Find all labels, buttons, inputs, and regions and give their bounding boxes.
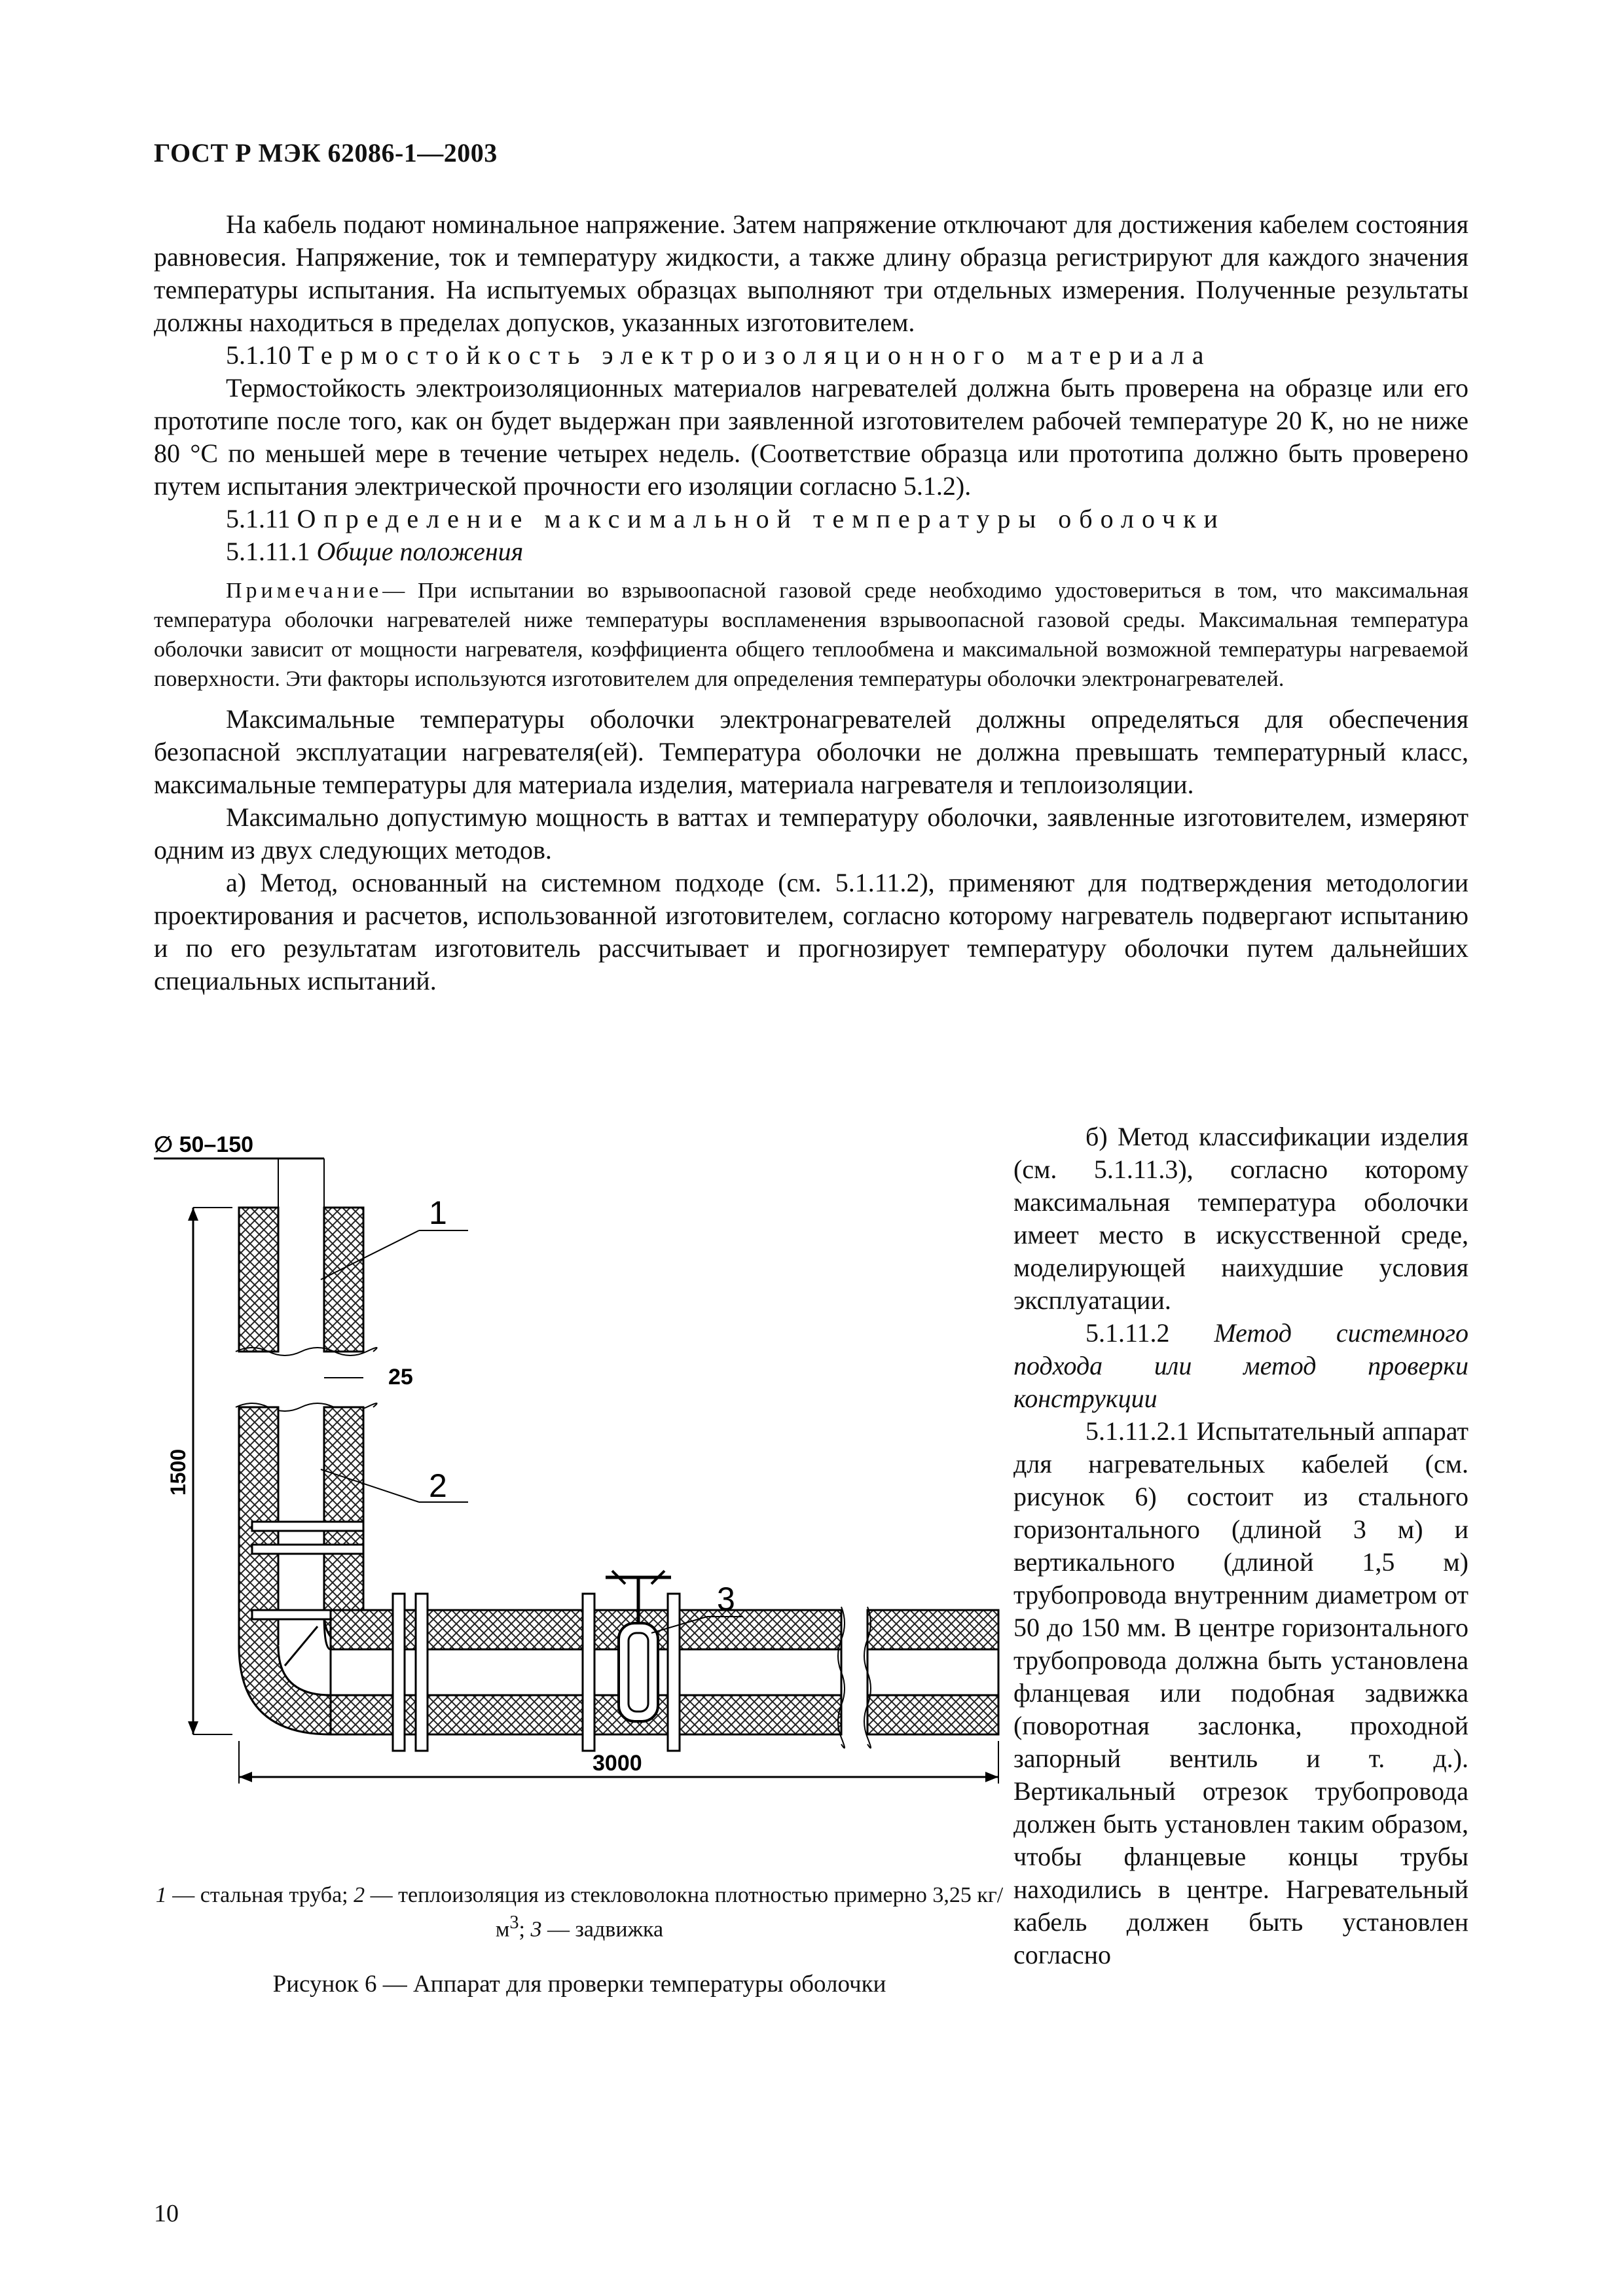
section-5-1-11-1-heading [154,535,1468,568]
paragraph-number: 5.1.11.2.1 [1085,1416,1190,1446]
paragraph-max-temperatures: Максимальные температуры оболочки электронагревателей должны определяться для обеспечения безопасной эксплуатации нагревателя(ей). Температура оболочки не должна превышать температурный класс, максимальные температуры для материала изделия, материала нагревателя и теплоизоляции. [154,704,1468,799]
page-number: 10 [154,2200,179,2227]
main-text [154,208,1468,997]
section-number: 5.1.11 [226,504,291,533]
section-5-1-11-heading [154,503,1468,535]
section-title: Метод системного подхода или метод проверки конструкции [1013,1318,1468,1413]
paragraph-method-b: б) Метод классификации изделия (см. 5.1.11.3), согласно которому максимальная температура оболочки имеет место в искусственной среде, моделирующей наихудшие условия эксплуатации. [1013,1122,1468,1315]
vertical-pipe-upper [239,1208,363,1352]
paragraph-power-methods: Максимально допустимую мощность в ваттах и температуру оболочки, заявленные изготовителем, измеряют одним из двух следующих методов. [154,802,1468,865]
figure-title: Рисунок 6 — Аппарат для проверки температуры оболочки [272,1971,886,1998]
flange-vertical-2 [252,1545,363,1554]
section-title: Определение максимальной температуры оболочки [297,504,1226,533]
flange-horizontal-2 [416,1594,428,1751]
legend-1-number: 1 [155,1883,167,1907]
paragraph-test-apparatus [1013,1415,1468,1971]
legend-separator: ; [519,1917,531,1942]
legend-2-text: — теплоизоляция из стекловолокна плотностью примерно 3,25 кг/м [365,1883,1004,1942]
flange-vertical-1 [252,1522,363,1531]
callout-1: 1 [429,1194,447,1231]
section-5-1-10-heading [154,339,1468,372]
section-number: 5.1.10 [226,340,291,370]
section-title: Общие положения [316,537,524,566]
figure-6 [154,1129,1005,1882]
length-dimension: 3000 [593,1751,642,1776]
note-label: Примечание [226,579,383,603]
section-number: 5.1.11.1 [226,537,310,566]
note-block [154,576,1468,694]
section-5-1-11-2-heading [1013,1317,1468,1415]
document-header: ГОСТ Р МЭК 62086-1—2003 [154,138,498,168]
paragraph-heat-resistance: Термостойкость электроизоляционных материалов нагревателей должна быть проверена на образце или его прототипе после того, как он будет выдержан при заявленной изготовителем рабочей температуре 20 К, но не ниже 80 °С по меньшей мере в течение четырех недель. (Соответствие образца или прототипа должно быть проверено путем испытания электрической прочности его изоляции согласно 5.1.2). [154,373,1468,501]
callout-3: 3 [717,1581,735,1617]
note-text: — При испытании во взрывоопасной газовой среде необходимо удостовериться в том, что максимальная температура оболочки нагревателей ниже температуры воспламенения взрывоопасной газовой среды. Максимальная температура оболочки зависит от мощности нагревателя, коэффициента общего теплообмена и максимальной возможной температуры нагреваемой поверхности. Эти факторы используются изготовителем для определения температуры оболочки электронагревателей. [154,579,1468,691]
callout-2: 2 [429,1467,447,1504]
legend-2-superscript: 3 [509,1912,519,1933]
pipe-apparatus-diagram [154,1129,1005,1882]
height-dimension: 1500 [166,1448,190,1496]
right-column [1013,1121,1468,1971]
flange-horizontal-4 [668,1594,680,1751]
legend-1-text: — стальная труба; [166,1883,354,1907]
flange-horizontal-1 [393,1594,405,1751]
figure-legend [154,1882,1005,1943]
section-number: 5.1.11.2 [1085,1318,1170,1348]
paragraph-text: Испытательный аппарат для нагревательных кабелей (см. рисунок 6) состоит из стального горизонтального (длиной 3 м) и вертикального (длиной 1,5 м) трубопровода внутренним диаметром от 50 до 150 мм. В центре горизонтального трубопровода должна быть установлена фланцевая или подобная задвижка (поворотная заслонка, проходной запорный вентиль и т. д.). Вертикальный отрезок трубопровода должен быть установлен таким образом, чтобы фланцевые концы трубы находились в центре. Нагревательный кабель должен быть установлен согласно [1013,1416,1468,1969]
insulation-dimension: 25 [388,1365,413,1390]
legend-3-number: 3 [530,1917,542,1942]
paragraph-method-a: а) Метод, основанный на системном подходе (см. 5.1.11.2), применяют для подтверждения методологии проектирования и расчетов, использованной изготовителем, согласно которому нагреватель подвергают испытанию и по его результатам изготовитель рассчитывает и прогнозирует температуру оболочки путем дальнейших специальных испытаний. [154,868,1468,996]
diameter-dimension: ∅ 50–150 [154,1132,254,1157]
flange-horizontal-3 [583,1594,594,1751]
paragraph-cable-test: На кабель подают номинальное напряжение. Затем напряжение отключают для достижения кабелем состояния равновесия. Напряжение, ток и температуру жидкости, а также длину образца регистрируют для каждого значения температуры испытания. На испытуемых образцах выполняют три отдельных измерения. Полученные результаты должны находиться в пределах допусков, указанных изготовителем. [154,209,1468,337]
legend-2-number: 2 [354,1883,365,1907]
section-title: Термостойкость электроизоляционного материала [298,340,1212,370]
legend-3-text: — задвижка [541,1917,664,1942]
